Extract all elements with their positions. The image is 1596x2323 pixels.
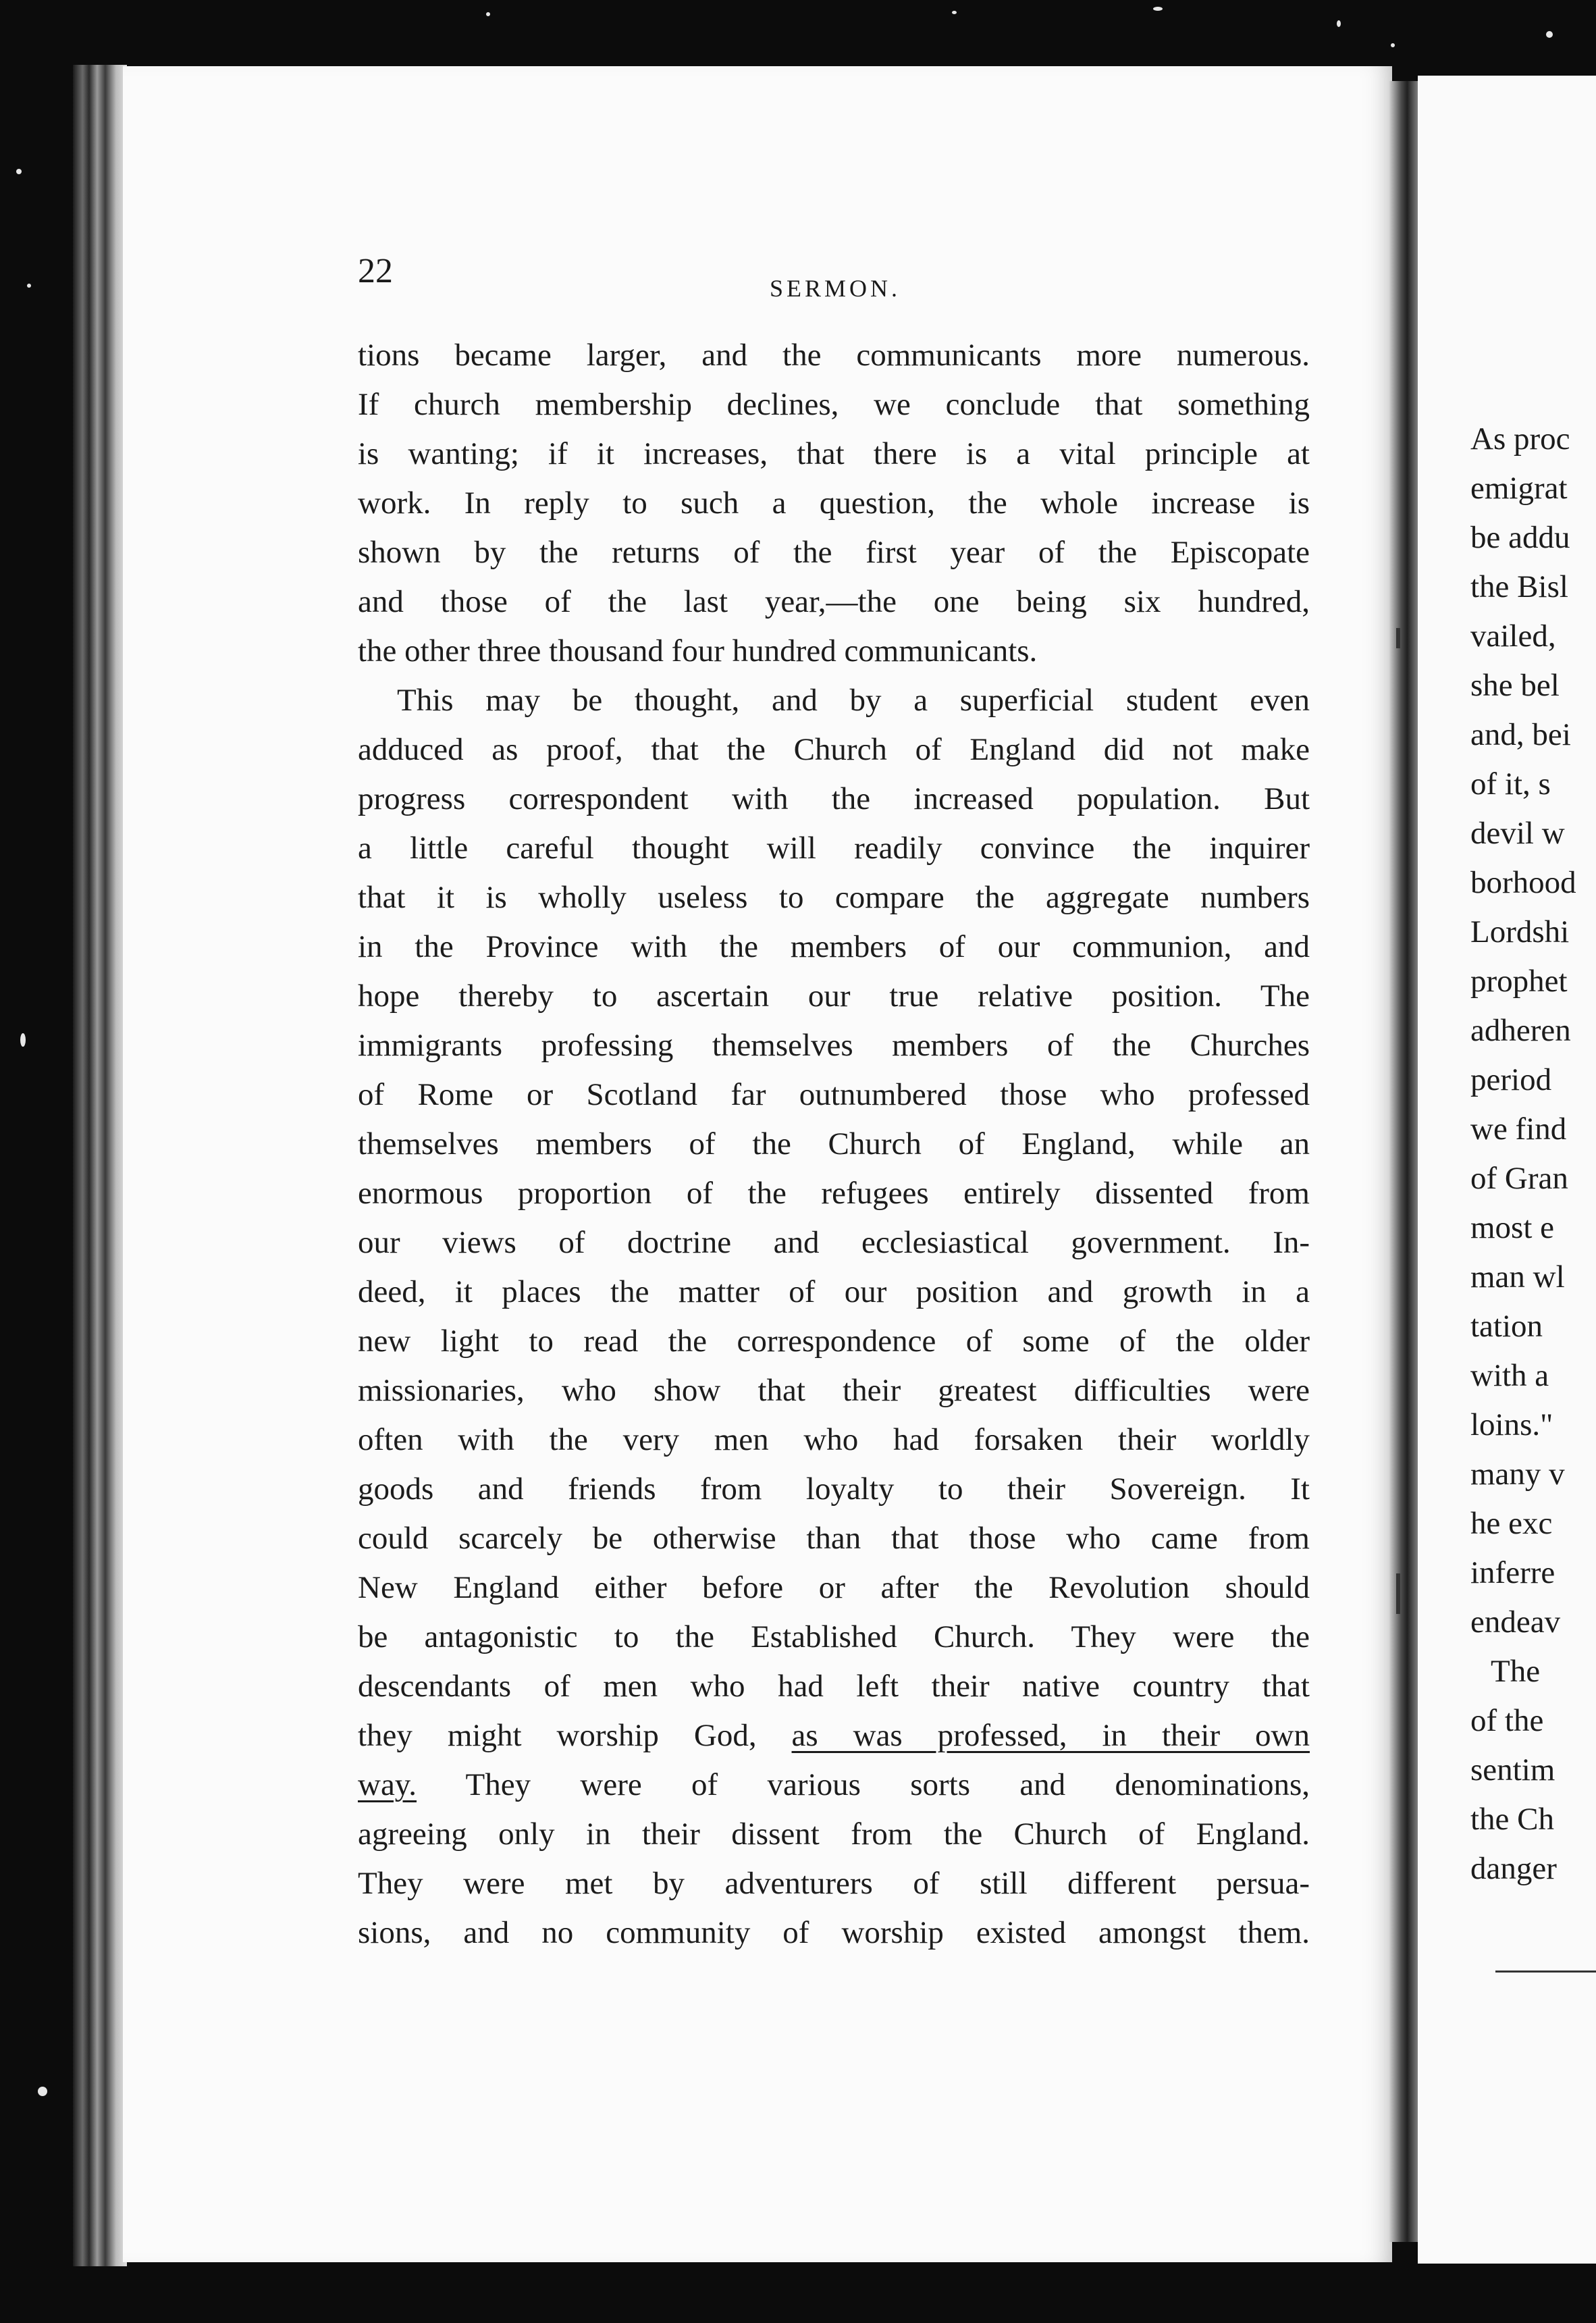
page-header [358, 244, 1316, 305]
running-head: SERMON. [770, 275, 901, 302]
text-line: hope thereby to ascertain our true relative position. The [358, 978, 1310, 1014]
right-text-line: inferre [1470, 1555, 1555, 1590]
right-page [1418, 76, 1596, 2264]
right-text-line: be addu [1470, 520, 1570, 555]
text-line: could scarcely be otherwise than that those who came from [358, 1521, 1310, 1556]
right-text-line: period [1470, 1062, 1552, 1097]
text-line: of Rome or Scotland far outnumbered those who professed [358, 1077, 1310, 1112]
text-line: themselves members of the Church of England, while an [358, 1126, 1310, 1162]
text-line: immigrants professing themselves members of the Churches [358, 1028, 1310, 1063]
right-text-line: As proc [1470, 421, 1570, 456]
right-text-line: tation [1470, 1309, 1543, 1344]
text-line: is wanting; if it increases, that there is a vital principle at [358, 436, 1310, 471]
right-text-line: adheren [1470, 1013, 1571, 1048]
ink-mark [1396, 1573, 1400, 1614]
text-line: shown by the returns of the first year of the Episcopate [358, 535, 1310, 570]
right-text-line: endeav [1470, 1604, 1561, 1640]
text-line: in the Province with the members of our communion, and [358, 929, 1310, 964]
page-number: 22 [358, 252, 393, 290]
text-segment: they might worship God, [358, 1718, 757, 1753]
scan-speck [16, 169, 22, 174]
right-text-line: emigrat [1470, 471, 1568, 506]
right-text-line: Lordshi [1470, 914, 1570, 949]
right-text-line: prophet [1470, 964, 1568, 999]
text-line: If church membership declines, we conclude that something [358, 387, 1310, 422]
right-text-line: borhood [1470, 865, 1576, 900]
right-text-line: loins." [1470, 1407, 1553, 1442]
underlined-phrase: as was professed, in their own [791, 1718, 1310, 1753]
scan-speck [1153, 7, 1163, 11]
text-line: sions, and no community of worship existed amongst them. [358, 1915, 1310, 1950]
right-text-line: devil w [1470, 816, 1565, 851]
right-text-line: we find [1470, 1112, 1567, 1147]
right-text-line: and, bei [1470, 717, 1571, 752]
text-line: missionaries, who show that their greatest difficulties were [358, 1373, 1310, 1408]
text-line: progress correspondent with the increased population. But [358, 781, 1310, 816]
text-line: They were met by adventurers of still different persua- [358, 1866, 1310, 1901]
right-text-line: most e [1470, 1210, 1555, 1245]
scan-speck [1546, 31, 1553, 38]
right-text-line: of the [1470, 1703, 1544, 1738]
text-line: agreeing only in their dissent from the Church of England. [358, 1817, 1310, 1852]
right-text-line: man wl [1470, 1259, 1565, 1295]
right-text-line: The [1491, 1654, 1541, 1689]
text-line [358, 1760, 1310, 1810]
text-line: the other three thousand four hundred communicants. [358, 633, 1038, 669]
text-line: deed, it places the matter of our position and growth in a [358, 1274, 1310, 1309]
scan-speck [27, 284, 31, 288]
text-line: often with the very men who had forsaken their worldly [358, 1422, 1310, 1457]
right-text-line: of it, s [1470, 766, 1551, 802]
left-page-text [358, 331, 1310, 1958]
underlined-word: way. [358, 1767, 417, 1802]
text-line: This may be thought, and by a superficial student even [397, 683, 1310, 718]
book-edge [73, 65, 127, 2266]
right-text-line: the Bisl [1470, 569, 1568, 604]
text-line: and those of the last year,—the one being six hundred, [358, 584, 1310, 619]
right-text-line: the Ch [1470, 1802, 1555, 1837]
right-text-line: sentim [1470, 1752, 1555, 1787]
text-line [358, 1711, 1310, 1760]
right-text-line: many v [1470, 1457, 1565, 1492]
text-line: tions became larger, and the communicants more numerous. [358, 338, 1310, 373]
scan-speck [952, 11, 957, 14]
scan-speck [20, 1033, 26, 1047]
text-line: new light to read the correspondence of some of the older [358, 1324, 1310, 1359]
scan-speck [486, 12, 490, 16]
text-line: enormous proportion of the refugees entirely dissented from [358, 1176, 1310, 1211]
right-text-line: he exc [1470, 1506, 1553, 1541]
right-text-line: with a [1470, 1358, 1549, 1393]
scan-speck [1391, 43, 1395, 47]
ink-mark [1396, 628, 1400, 648]
right-text-line: danger [1470, 1851, 1557, 1886]
text-segment: They were of various sorts and denominations, [465, 1767, 1310, 1802]
text-line: New England either before or after the Revolution should [358, 1570, 1310, 1605]
text-line: goods and friends from loyalty to their Sovereign. It [358, 1471, 1310, 1507]
right-text-line: of Gran [1470, 1161, 1568, 1196]
section-rule [1495, 1970, 1596, 1973]
text-line: be antagonistic to the Established Church. They were the [358, 1619, 1310, 1654]
right-page-text [1470, 415, 1596, 1894]
text-line: work. In reply to such a question, the whole increase is [358, 486, 1310, 521]
right-text-line: she bel [1470, 668, 1560, 703]
right-text-line: vailed, [1470, 619, 1556, 654]
text-line: descendants of men who had left their native country that [358, 1669, 1310, 1704]
scan-speck [1337, 20, 1341, 27]
page-gutter [1389, 81, 1419, 2242]
text-line: a little careful thought will readily convince the inquirer [358, 831, 1310, 866]
scan-speck [38, 2087, 47, 2096]
text-line: adduced as proof, that the Church of England did not make [358, 732, 1310, 767]
text-line: that it is wholly useless to compare the aggregate numbers [358, 880, 1310, 915]
text-line: our views of doctrine and ecclesiastical government. In- [358, 1225, 1310, 1260]
